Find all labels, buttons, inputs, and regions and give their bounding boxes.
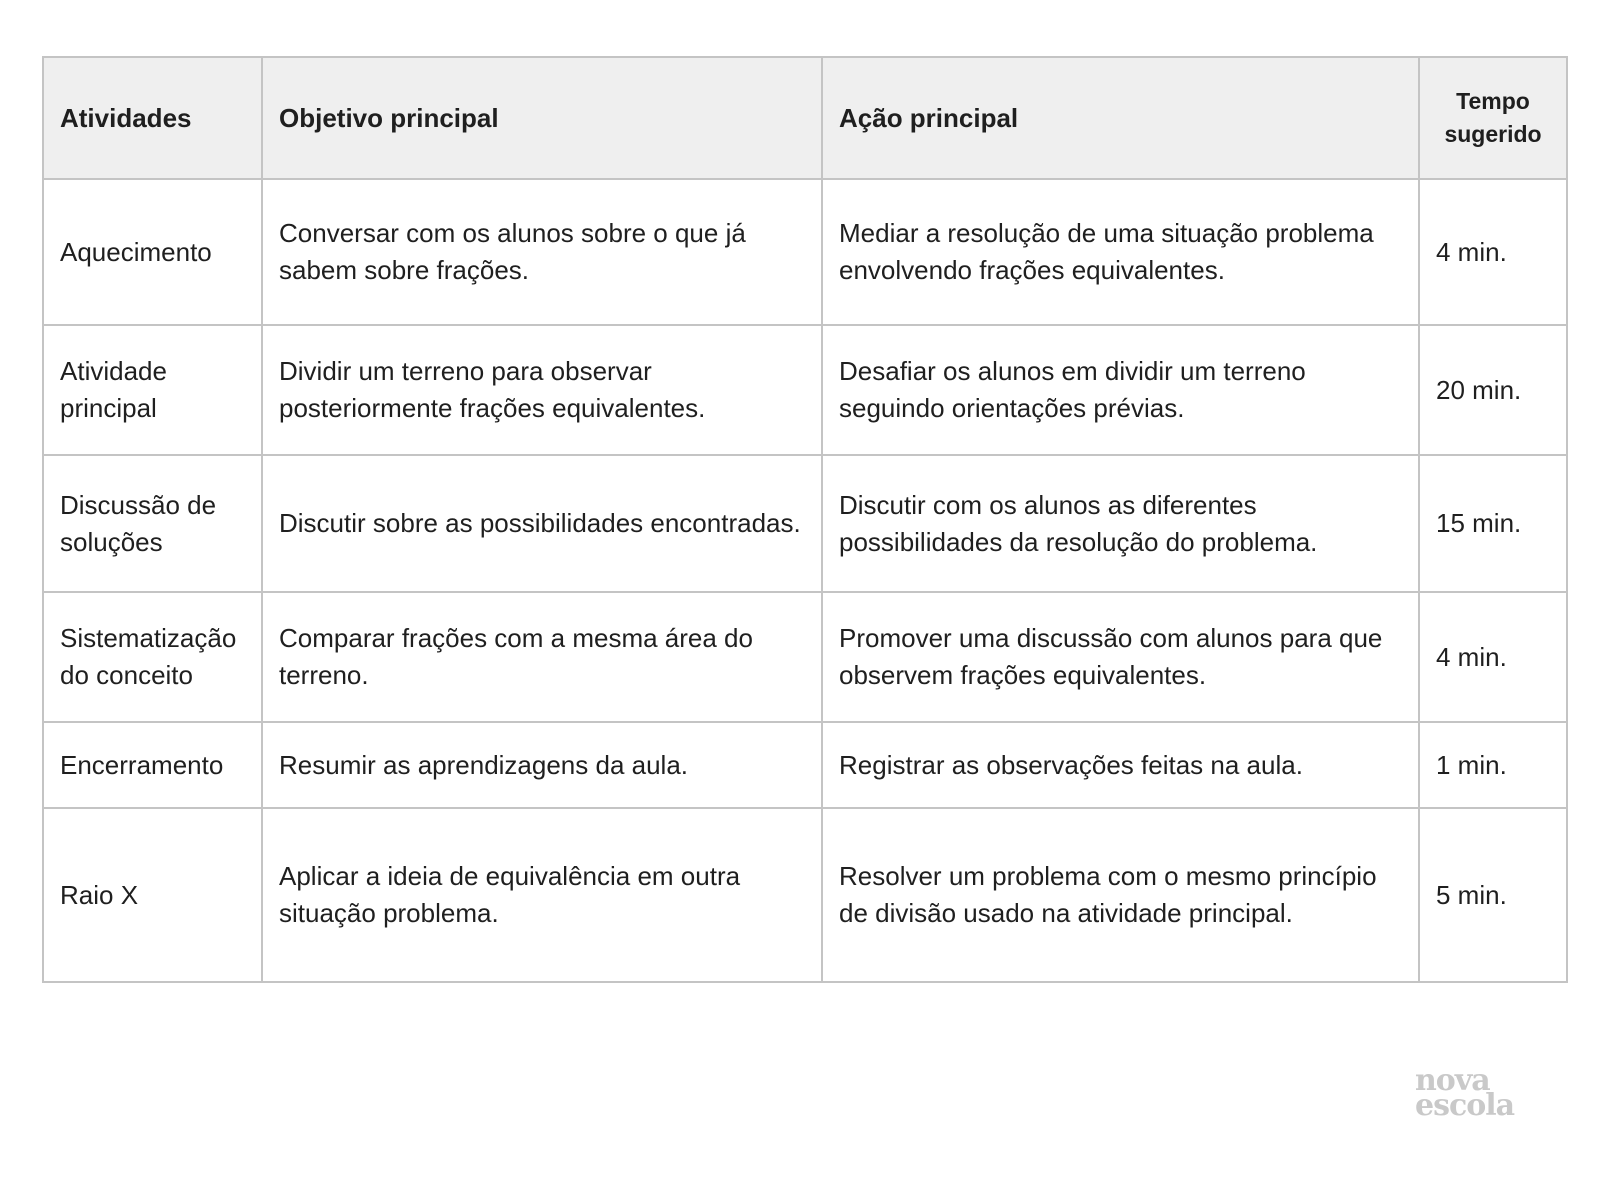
cell-tempo: 4 min. <box>1419 592 1567 722</box>
logo-line-escola: escola <box>1415 1088 1515 1123</box>
lesson-plan-table-container <box>42 56 1566 983</box>
cell-objetivo: Dividir um terreno para observar posteriormente frações equivalentes. <box>262 325 822 455</box>
table-row <box>43 455 1567 592</box>
cell-acao: Registrar as observações feitas na aula. <box>822 722 1419 808</box>
cell-tempo: 20 min. <box>1419 325 1567 455</box>
table-row <box>43 325 1567 455</box>
cell-objetivo: Discutir sobre as possibilidades encontradas. <box>262 455 822 592</box>
cell-objetivo: Resumir as aprendizagens da aula. <box>262 722 822 808</box>
header-tempo-sugerido: Tempo sugerido <box>1419 57 1567 179</box>
table-row <box>43 722 1567 808</box>
cell-objetivo: Comparar frações com a mesma área do terreno. <box>262 592 822 722</box>
cell-acao: Promover uma discussão com alunos para que observem frações equivalentes. <box>822 592 1419 722</box>
cell-atividade: Encerramento <box>43 722 262 808</box>
cell-acao: Resolver um problema com o mesmo princípio de divisão usado na atividade principal. <box>822 808 1419 982</box>
cell-objetivo: Conversar com os alunos sobre o que já sabem sobre frações. <box>262 179 822 325</box>
header-objetivo-principal: Objetivo principal <box>262 57 822 179</box>
cell-tempo: 4 min. <box>1419 179 1567 325</box>
cell-atividade: Discussão de soluções <box>43 455 262 592</box>
logo-line-nova: nova <box>1415 1063 1490 1098</box>
header-acao-principal: Ação principal <box>822 57 1419 179</box>
cell-atividade: Atividade principal <box>43 325 262 455</box>
cell-acao: Discutir com os alunos as diferentes possibilidades da resolução do problema. <box>822 455 1419 592</box>
table-header-row <box>43 57 1567 179</box>
cell-tempo: 1 min. <box>1419 722 1567 808</box>
table-row <box>43 592 1567 722</box>
cell-tempo: 15 min. <box>1419 455 1567 592</box>
cell-atividade: Raio X <box>43 808 262 982</box>
cell-acao: Desafiar os alunos em dividir um terreno seguindo orientações prévias. <box>822 325 1419 455</box>
table-row <box>43 179 1567 325</box>
header-atividades: Atividades <box>43 57 262 179</box>
nova-escola-logo <box>1415 1063 1535 1123</box>
cell-atividade: Sistematização do conceito <box>43 592 262 722</box>
cell-tempo: 5 min. <box>1419 808 1567 982</box>
cell-acao: Mediar a resolução de uma situação problema envolvendo frações equivalentes. <box>822 179 1419 325</box>
lesson-plan-table <box>42 56 1568 983</box>
cell-objetivo: Aplicar a ideia de equivalência em outra situação problema. <box>262 808 822 982</box>
cell-atividade: Aquecimento <box>43 179 262 325</box>
table-row <box>43 808 1567 982</box>
